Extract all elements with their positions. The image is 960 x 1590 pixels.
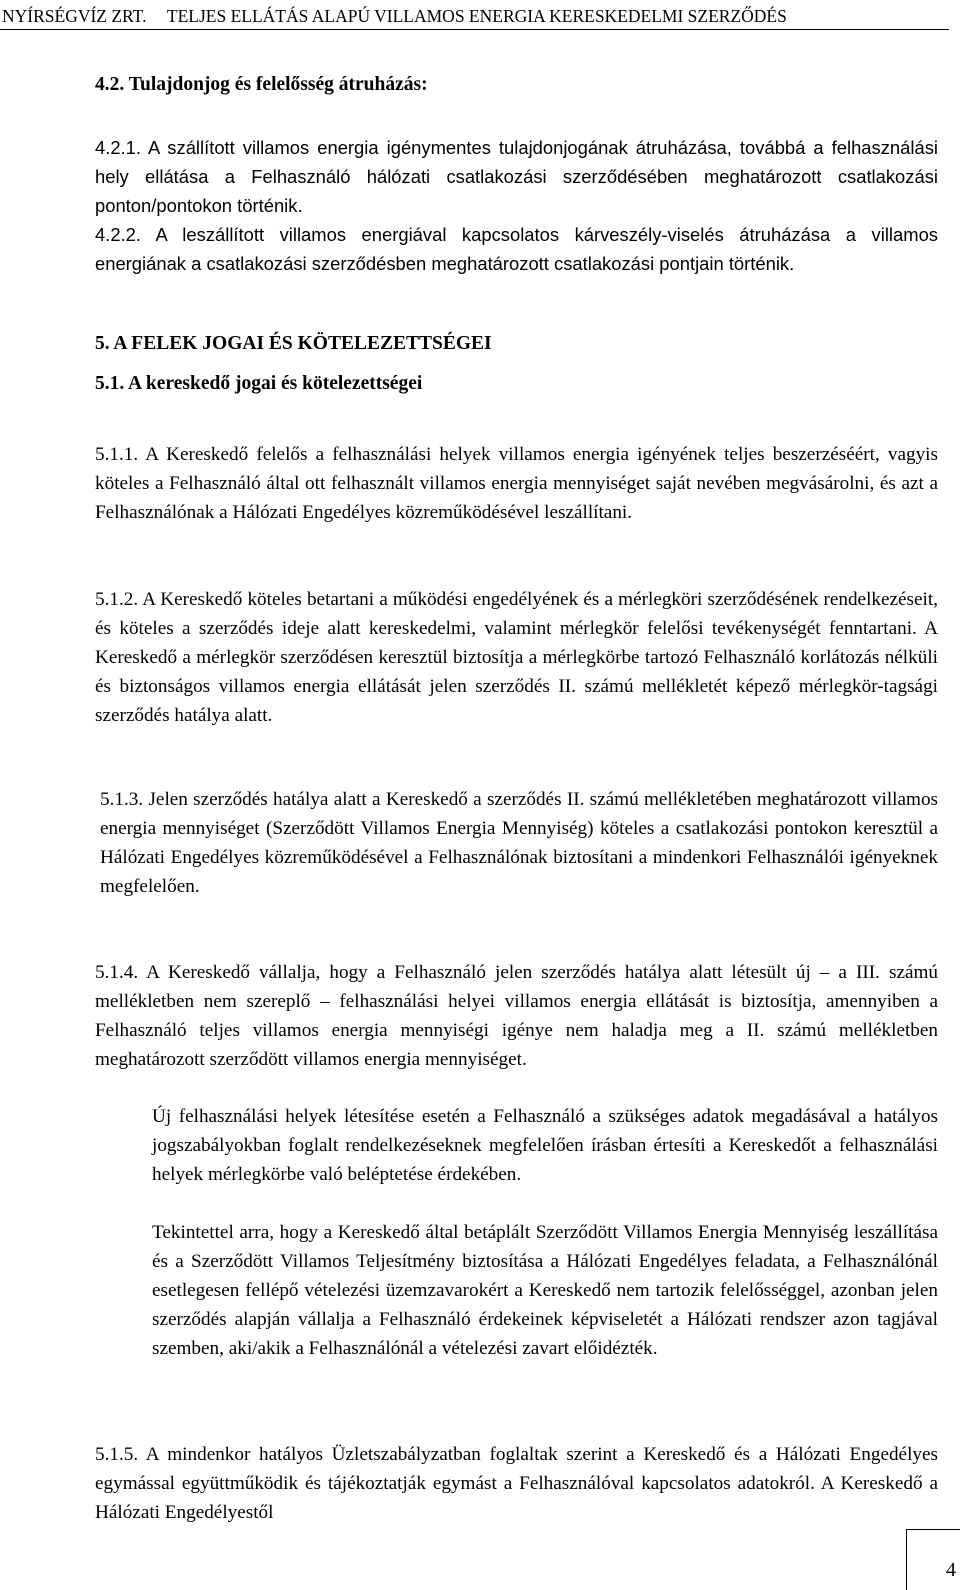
section-5-1-heading: 5.1. A kereskedő jogai és kötelezettségei bbox=[95, 373, 423, 394]
paragraph-number: 5.1.3. bbox=[100, 789, 144, 810]
paragraph-text: A Kereskedő köteles betartani a működési engedélyének és a mérlegköri szerződésének rendelkezéseit, és köteles a szerződés ideje alatt kereskedelmi, valamint mérlegkör felelősi tevékenységét fenntartani. A Kereskedő a mérlegkör szerződésen keresztül biztosítja a mérlegkörbe tartozó Felhasználó korlátozás nélküli és biztonságos villamos energia ellátását jelen szerződés II. számú mellékletét képező mérlegkör-tagsági szerződés hatálya alatt. bbox=[95, 589, 938, 726]
paragraph-number: 4.2.1. bbox=[95, 137, 142, 158]
paragraph-number: 5.1.5. bbox=[95, 1444, 139, 1465]
paragraph-text: Jelen szerződés hatálya alatt a Kereskedő a szerződés II. számú mellékletében meghatározott villamos energia mennyiséget (Szerződött Villamos Energia Mennyiség) köteles a csatlakozási pontokon keresztül a Hálózati Engedélyes közreműködésével a Felhasználónak biztosítani a mindenkori Felhasználói igényeknek megfelelően. bbox=[100, 789, 939, 897]
section-4-2-heading: 4.2. Tulajdonjog és felelősség átruházás: bbox=[95, 74, 428, 95]
paragraph-text: A Kereskedő vállalja, hogy a Felhasználó jelen szerződés hatálya alatt létesült új – a III. számú mellékletben nem szereplő – felhasználási helyei villamos energia ellátását is biztosítja, amennyiben a Felhasználó teljes villamos energia mennyiségi igénye nem haladja meg a II. számú mellékletben meghatározott szerződött villamos energia mennyiséget. bbox=[95, 962, 938, 1070]
header-title: TELJES ELLÁTÁS ALAPÚ VILLAMOS ENERGIA KERESKEDELMI SZERZŐDÉS bbox=[166, 6, 787, 26]
paragraph-5-1-5 bbox=[95, 1440, 938, 1527]
paragraph-5-1-1 bbox=[95, 440, 938, 527]
paragraph-text: A szállított villamos energia igénymentes tulajdonjogának átruházása, továbbá a felhasználási hely ellátása a Felhasználó hálózati csatlakozási szerződésében meghatározott csatlakozási ponton/pontokon történik. bbox=[95, 137, 938, 216]
paragraph-5-1-4 bbox=[95, 958, 938, 1074]
paragraph-number: 5.1.2. bbox=[95, 589, 139, 610]
section-5-heading: 5. A FELEK JOGAI ÉS KÖTELEZETTSÉGEI bbox=[95, 333, 492, 354]
paragraph-5-1-3 bbox=[100, 785, 938, 901]
paragraph-text: A Kereskedő felelős a felhasználási helyek villamos energia igényének teljes beszerzéséért, vagyis köteles a Felhasználó által ott felhasznált villamos energia mennyiséget saját nevében megvásárolni, és azt a Felhasználónak a Hálózati Engedélyes közreműködésével leszállítani. bbox=[95, 444, 938, 523]
paragraph-5-1-2 bbox=[95, 585, 938, 730]
paragraph-5-1-4-c: Tekintettel arra, hogy a Kereskedő által betáplált Szerződött Villamos Energia Mennyiség leszállítása és a Szerződött Villamos Teljesítmény biztosítása a Hálózati Engedélyes feladata, a Felhasználónál esetlegesen fellépő vételezési üzemzavarokért a Kereskedő nem tartozik felelősséggel, azonban jelen szerződés alapján vállalja a Felhasználó érdekeinek képviseletét a Hálózati rendszer azon tagjával szemben, aki/akik a Felhasználónál a vételezési zavart előidézték. bbox=[152, 1222, 938, 1359]
paragraph-text: A mindenkor hatályos Üzletszabályzatban foglaltak szerint a Kereskedő és a Hálózati Engedélyes egymással együttműködik és tájékoztatják egymást a Felhasználóval kapcsolatos adatokról. A Kereskedő a Hálózati Engedélyestől bbox=[95, 1444, 938, 1523]
paragraph-number: 5.1.4. bbox=[95, 962, 139, 983]
header-divider bbox=[0, 29, 949, 30]
page-header bbox=[2, 3, 960, 29]
page-number: 4 bbox=[946, 1559, 956, 1581]
paragraph-text: A leszállított villamos energiával kapcsolatos kárveszély-viselés átruházása a villamos energiának a csatlakozási szerződésben meghatározott csatlakozási pontjain történik. bbox=[95, 224, 938, 274]
paragraph-5-1-4-b: Új felhasználási helyek létesítése esetén a Felhasználó a szükséges adatok megadásával a hatályos jogszabályokban foglalt rendelkezéseknek megfelelően írásban értesíti a Kereskedőt a felhasználási helyek mérlegkörbe való beléptetése érdekében. bbox=[152, 1106, 938, 1185]
paragraph-number: 4.2.2. bbox=[95, 224, 142, 245]
paragraph-number: 5.1.1. bbox=[95, 444, 139, 465]
header-company: NYÍRSÉGVÍZ ZRT. bbox=[2, 6, 147, 26]
paragraph-4-2-1 bbox=[95, 133, 938, 220]
paragraph-4-2-2 bbox=[95, 220, 938, 278]
